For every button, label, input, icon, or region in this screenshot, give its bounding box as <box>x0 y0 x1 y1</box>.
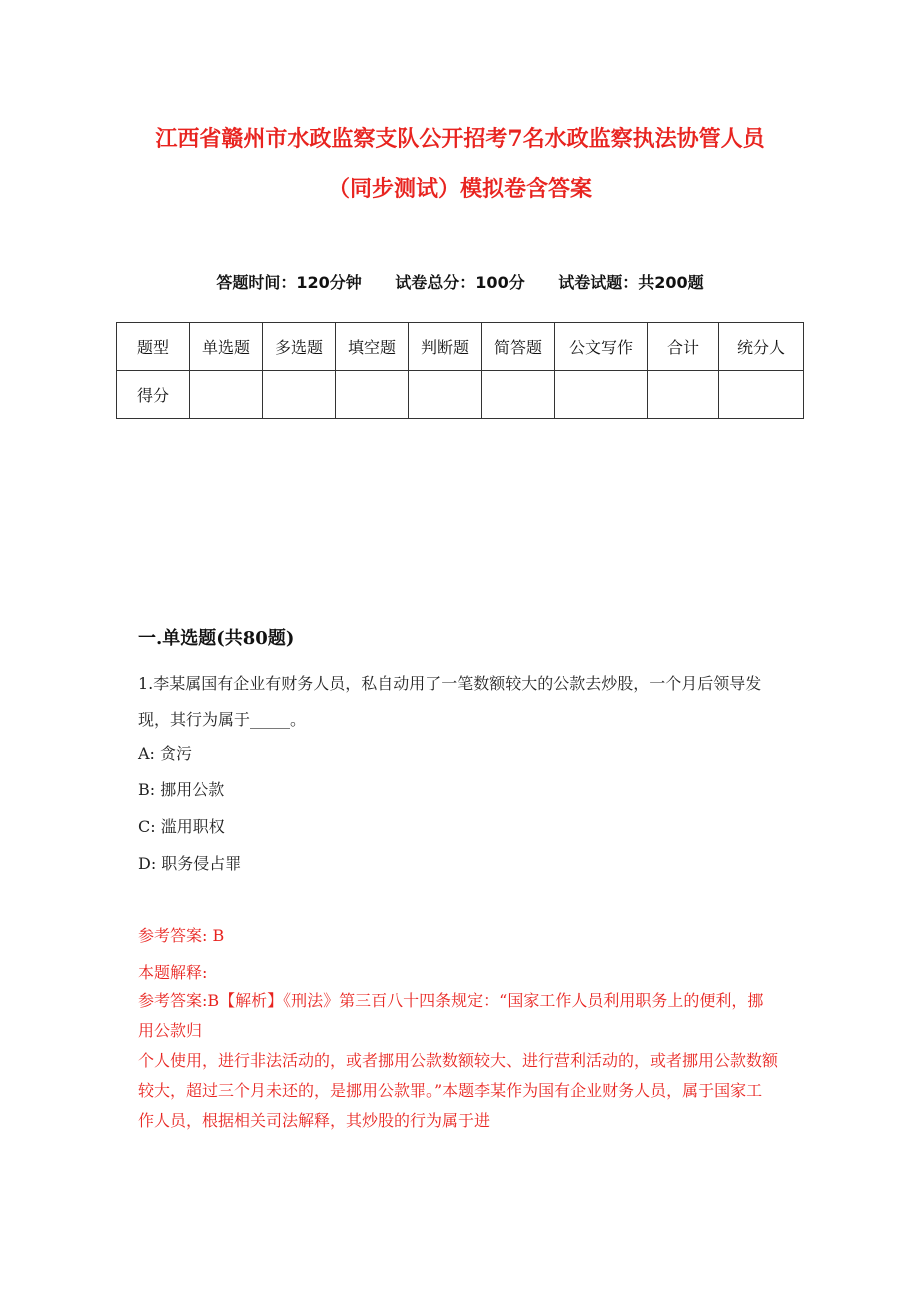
score-cell <box>190 371 263 419</box>
header-cell: 判断题 <box>409 323 482 371</box>
header-cell: 单选题 <box>190 323 263 371</box>
exam-total-score: 试卷总分：100分 <box>395 273 525 292</box>
header-cell: 合计 <box>648 323 719 371</box>
header-cell: 公文写作 <box>555 323 648 371</box>
explanation-text <box>138 986 778 1136</box>
option-d: D: 职务侵占罪 <box>138 854 242 873</box>
question-stem: 1.李某属国有企业有财务人员，私自动用了一笔数额较大的公款去炒股，一个月后领导发现，其行为属于_____。 <box>138 674 762 729</box>
option-b: B: 挪用公款 <box>138 780 225 799</box>
option-c: C: 滥用职权 <box>138 817 225 836</box>
header-cell: 简答题 <box>482 323 555 371</box>
exam-meta <box>0 270 920 293</box>
header-cell: 多选题 <box>263 323 336 371</box>
header-cell: 填空题 <box>336 323 409 371</box>
header-cell: 题型 <box>117 323 190 371</box>
score-table-score-row <box>117 371 804 419</box>
row-label-cell: 得分 <box>117 371 190 419</box>
explanation-label: 本题解释: <box>138 963 208 982</box>
reference-answer: 参考答案: B <box>138 926 225 945</box>
explanation-paragraph: 个人使用，进行非法活动的，或者挪用公款数额较大、进行营利活动的，或者挪用公款数额较大，超过三个月未还的，是挪用公款罪。”本题李某作为国有企业财务人员，属于国家工作人员，根据相关司法解释，其炒股的行为属于进 <box>138 1051 779 1130</box>
score-cell <box>719 371 804 419</box>
section-heading: 一.单选题(共80题) <box>138 628 295 649</box>
score-cell <box>336 371 409 419</box>
score-table-header-row <box>117 323 804 371</box>
explanation-paragraph: 参考答案:B【解析】《刑法》第三百八十四条规定：“国家工作人员利用职务上的便利，挪用公款归 <box>138 991 764 1040</box>
score-table <box>116 322 804 419</box>
exam-question-count: 试卷试题：共200题 <box>558 273 704 292</box>
score-cell <box>555 371 648 419</box>
score-cell <box>648 371 719 419</box>
score-cell <box>263 371 336 419</box>
header-cell: 统分人 <box>719 323 804 371</box>
doc-title-line-2: （同步测试）模拟卷含答案 <box>327 176 592 202</box>
score-cell <box>482 371 555 419</box>
option-a: A: 贪污 <box>138 744 193 763</box>
score-cell <box>409 371 482 419</box>
exam-time: 答题时间：120分钟 <box>216 273 362 292</box>
doc-title-line-1: 江西省赣州市水政监察支队公开招考7名水政监察执法协管人员 <box>155 126 765 152</box>
